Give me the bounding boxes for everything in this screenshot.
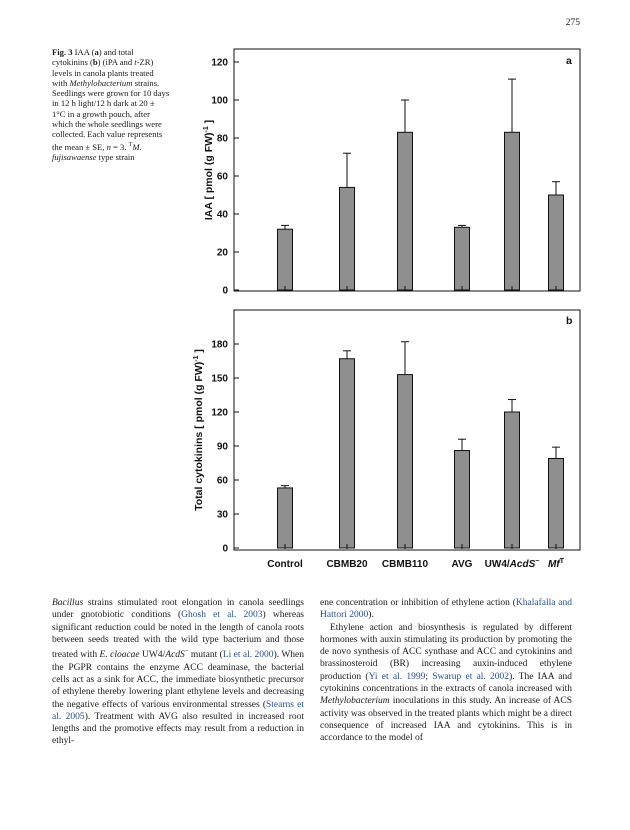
paragraph xyxy=(52,597,304,748)
y-tick-label: 40 xyxy=(216,209,228,221)
text-italic: E. cloacae xyxy=(99,650,140,661)
bar-mf xyxy=(549,195,564,290)
caption-text: strains. Seedlings were grown for 10 days in 12 h light/12 h dark at 20 ± 1°C in a growth pouch, after which the whole seedlings were collected. Each value represents the mean ± SE, xyxy=(52,77,170,152)
bar-mf xyxy=(549,458,564,548)
text: Ethylene action and biosynthesis is regulated by different hormones with auxin stimulating its production by promoting the de novo synthesis of ACC synthase and ACC and cytokinins and brassinosteroid (BR) increasing auxin-induced ethylene production ( xyxy=(320,622,572,682)
text: ). xyxy=(368,610,374,621)
y-tick-label: 100 xyxy=(211,95,228,107)
panel-label-b: b xyxy=(566,315,573,327)
y-tick-label: 120 xyxy=(211,407,228,419)
panel-label-a: a xyxy=(566,55,572,67)
text: strains stimulated root elongation in canola seedlings under gnotobiotic conditions ( xyxy=(52,598,304,621)
citation-link[interactable]: Yi et al. 1999 xyxy=(368,671,426,682)
caption-superscript: T xyxy=(128,141,133,148)
y-tick-label: 80 xyxy=(216,133,228,145)
citation-link[interactable]: Khalafalla and Hattori 2000 xyxy=(320,598,572,621)
figure-number: Fig. 3 xyxy=(52,47,73,57)
bar-cbmb110 xyxy=(398,132,413,290)
text-italic: Bacillus xyxy=(52,598,84,608)
caption-text: ) and total cytokinins ( xyxy=(52,47,134,68)
y-tick-label: 20 xyxy=(216,247,228,259)
body-text-right-column xyxy=(320,597,572,745)
y-tick-label: 60 xyxy=(216,171,228,183)
text: UW4/ xyxy=(139,650,166,661)
text-superscript: − xyxy=(184,648,189,656)
text-italic: AcdS xyxy=(165,650,185,661)
bars-a xyxy=(278,79,564,291)
caption-text: = 3. xyxy=(110,141,129,152)
y-tick-label: 0 xyxy=(222,543,228,555)
citation-link[interactable]: Li et al. 2000 xyxy=(222,650,274,661)
caption-text: -ZR) levels in canola plants treated with xyxy=(52,57,154,88)
text: ). The IAA and cytokinins concentrations in the extracts of canola increased with xyxy=(320,671,572,695)
y-ticks-b xyxy=(211,340,239,555)
text: mutant ( xyxy=(188,650,223,661)
citation-link[interactable]: Ghosh et al. 2003 xyxy=(181,610,263,621)
caption-text: ) (iPA and xyxy=(97,57,135,68)
caption-panel-b: b xyxy=(92,57,98,68)
x-tick-uw4-acds: UW4/AcdS− xyxy=(484,558,540,570)
body-text-left-column xyxy=(52,597,304,748)
y-tick-label: 120 xyxy=(211,57,228,69)
chart-panel-b xyxy=(193,310,580,555)
caption-panel-a: a xyxy=(94,47,99,57)
y-tick-label: 150 xyxy=(211,373,228,385)
chart-panel-a xyxy=(203,49,580,297)
bar-cbmb20 xyxy=(340,187,355,290)
x-tick-mf: $Mf^T$ xyxy=(548,558,564,570)
y-tick-label: 180 xyxy=(211,339,228,351)
y-axis-label-a: IAA [ pmol (g FW)$^{-1}$ ] xyxy=(203,119,215,221)
y-tick-label: 30 xyxy=(216,509,228,521)
citation-link[interactable]: Swarup et al. 2002 xyxy=(432,671,510,682)
text: ) whereas significant reduction could be noted in the length of canola roots between seeds treated with the wild type bacterium and those treated with xyxy=(52,610,304,661)
text: ). Treatment with AVG also resulted in increased root lengths and the promotive effects may result from a reduction in ethyl- xyxy=(52,711,304,747)
x-tick-control: Control xyxy=(267,559,303,570)
x-tick-cbmb110: CBMB110 xyxy=(381,559,429,570)
bars-b xyxy=(278,342,564,549)
caption-genus: Methylobacterium xyxy=(69,77,133,88)
bar-cbmb110 xyxy=(398,375,413,548)
x-tick-labels xyxy=(267,558,564,570)
bar-uw4acds xyxy=(505,412,520,548)
citation-link[interactable]: Stearns et al. 2005 xyxy=(52,699,304,722)
text: ; xyxy=(425,671,433,682)
bar-avg xyxy=(455,227,470,290)
bar-control xyxy=(278,229,293,290)
bar-avg xyxy=(455,451,470,548)
caption-text: type strain xyxy=(96,151,135,162)
bar-cbmb20 xyxy=(340,359,355,548)
text-italic: Methylobacterium xyxy=(320,696,390,707)
page-number: 275 xyxy=(565,18,580,28)
y-axis-label-b: Total cytokinins [ pmol (g FW)$^{-1}$ ] xyxy=(193,349,205,511)
y-tick-label: 90 xyxy=(216,441,228,453)
y-tick-label: 60 xyxy=(216,475,228,487)
y-ticks-a xyxy=(211,58,239,297)
paragraph xyxy=(320,597,572,622)
x-tick-avg: AVG xyxy=(451,559,473,570)
x-tick-cbmb20: CBMB20 xyxy=(326,559,368,570)
caption-text: IAA ( xyxy=(72,47,95,57)
bar-control xyxy=(278,488,293,548)
y-tick-label: 0 xyxy=(222,285,228,297)
caption-italic: t xyxy=(134,57,137,68)
bar-uw4acds xyxy=(505,132,520,290)
caption-species: M. fujisawaense xyxy=(52,141,142,162)
text: ). When the PGPR contains the enzyme ACC deaminase, the bacterial cells act as a sink for ACC, the immediate biosynthetic precursor of ethylene thereby lowering plant ethylene levels and decreasing the negative effects of various environmental stresses ( xyxy=(52,650,305,710)
text: ene concentration or inhibition of ethylene action ( xyxy=(320,598,516,608)
caption-italic: n xyxy=(106,141,111,152)
paragraph xyxy=(320,622,572,745)
text: inoculations in this study. An increase of ACS activity was observed in the treated plants which might be a direct consequence of increased IAA and cytokinins. This is in accordance to the model of xyxy=(320,696,572,744)
